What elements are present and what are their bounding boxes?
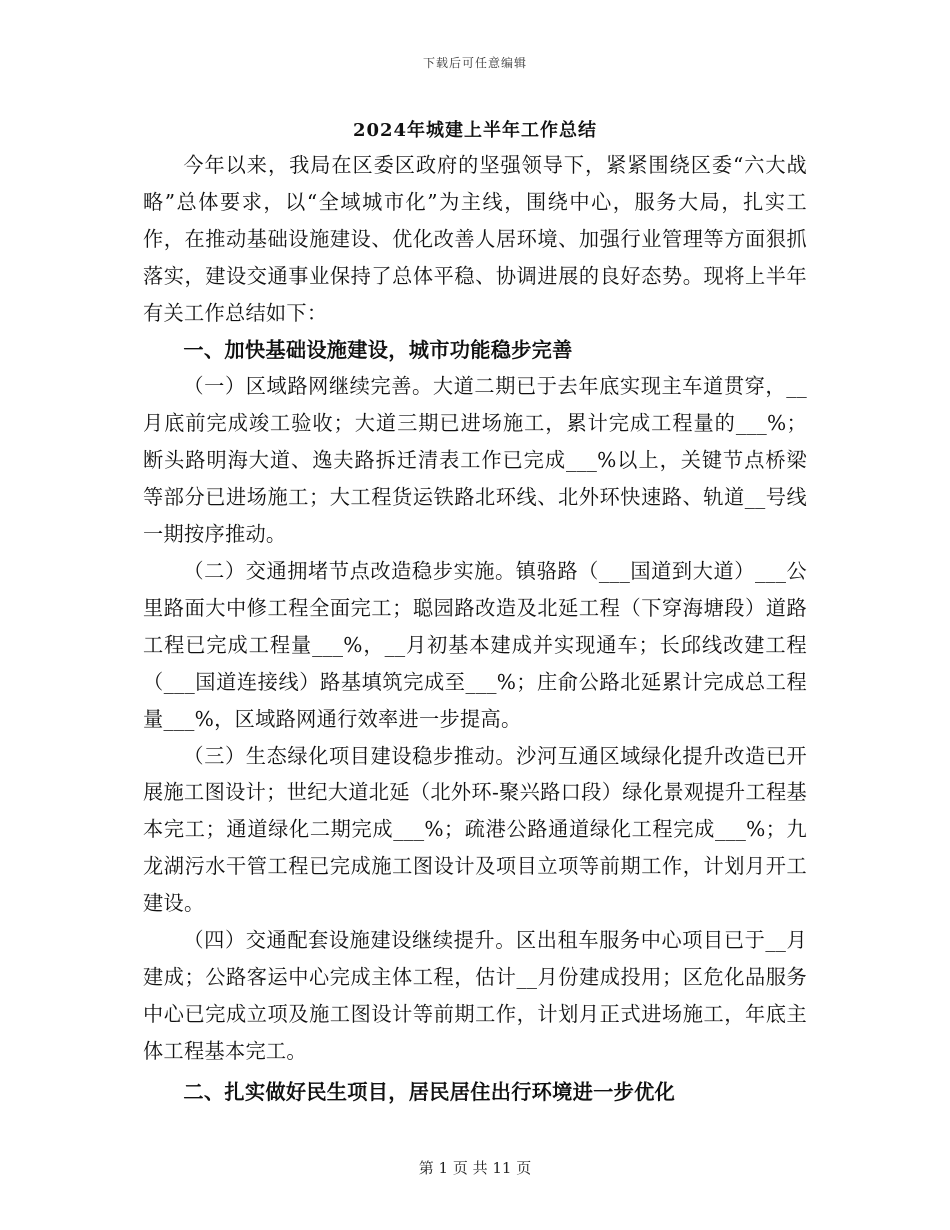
document-body bbox=[143, 147, 807, 1111]
section-1-paragraph-4: （四）交通配套设施建设继续提升。区出租车服务中心项目已于__月建成；公路客运中心完成主体工程，估计__月份建成投用；区危化品服务中心已完成立项及施工图设计等前期工作，计划月正式进场施工，年底主体工程基本完工。 bbox=[143, 928, 807, 1063]
section-1-heading: 一、加快基础设施建设，城市功能稳步完善 bbox=[183, 337, 573, 362]
section-1-paragraph-1: （一）区域路网继续完善。大道二期已于去年底实现主车道贯穿，__月底前完成竣工验收；大道三期已进场施工，累计完成工程量的___%；断头路明海大道、逸夫路拆迁清表工作已完成___%以上，关键节点桥梁等部分已进场施工；大工程货运铁路北环线、北外环快速路、轨道__号线一期按序推动。 bbox=[143, 374, 807, 547]
page-number-footer: 第 1 页 共 11 页 bbox=[418, 1159, 532, 1177]
section-1-paragraph-2: （二）交通拥堵节点改造稳步实施。镇骆路（___国道到大道）___公里路面大中修工程全面完工；聪园路改造及北延工程（下穿海塘段）道路工程已完成工程量___%，__月初基本建成并实现通车；长邱线改建工程（___国道连接线）路基填筑完成至___%；庄俞公路北延累计完成总工程量___%，区域路网通行效率进一步提高。 bbox=[143, 558, 807, 731]
page-header-note: 下载后可任意编辑 bbox=[422, 56, 527, 70]
document-title: 2024年城建上半年工作总结 bbox=[352, 120, 598, 141]
intro-paragraph: 今年以来，我局在区委区政府的坚强领导下，紧紧围绕区委“六大战略”总体要求，以“全域城市化”为主线，围绕中心，服务大局，扎实工作，在推动基础设施建设、优化改善人居环境、加强行业管理等方面狠抓落实，建设交通事业保持了总体平稳、协调进展的良好态势。现将上半年有关工作总结如下： bbox=[143, 153, 807, 325]
section-1-paragraph-3: （三）生态绿化项目建设稳步推动。沙河互通区域绿化提升改造已开展施工图设计；世纪大道北延（北外环-聚兴路口段）绿化景观提升工程基本完工；通道绿化二期完成___%；疏港公路通道绿化工程完成___%；九龙湖污水干管工程已完成施工图设计及项目立项等前期工作，计划月开工建设。 bbox=[143, 743, 807, 916]
section-2-heading: 二、扎实做好民生项目，居民居住出行环境进一步优化 bbox=[183, 1079, 676, 1104]
